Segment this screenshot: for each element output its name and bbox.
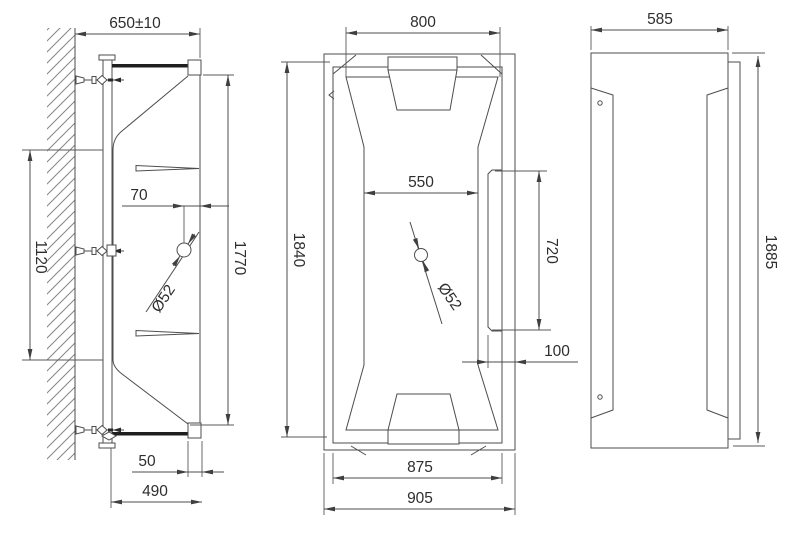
wall-screw-top: [76, 76, 124, 85]
ledge-edge-upper: [136, 166, 199, 172]
dim-front-overall-length-label: 1885: [761, 234, 779, 270]
dim-plan-drain-diameter-label: Ø52: [433, 279, 465, 314]
wall-hatch: [47, 28, 75, 460]
dimension-plan-rim-length: [281, 62, 330, 437]
dimension-plan-rim-width: [333, 453, 502, 484]
dim-plan-overall-width-label: 905: [407, 490, 433, 507]
dimension-side-inner-length: [190, 75, 248, 425]
dim-side-drain-offset-label: 70: [130, 187, 148, 204]
side-view: [22, 15, 248, 508]
fixing-hole-top: [598, 101, 602, 105]
dim-plan-floor-width-label: 550: [408, 174, 434, 191]
dim-side-overall-width-label: 650±10: [109, 15, 161, 32]
dim-side-inner-length-label: 1770: [230, 240, 248, 276]
ledge-edge-lower: [136, 331, 199, 337]
apron-top-cap: [99, 55, 115, 60]
dim-plan-ledge-length-label: 720: [542, 238, 560, 264]
drain-hole-plan: [415, 249, 428, 262]
tub-rim-top: [112, 64, 188, 68]
dim-plan-rim-length-label: 1840: [289, 232, 307, 268]
back-panel: [728, 62, 740, 439]
headrest-top-slope: [388, 70, 457, 110]
apron-bottom-cap: [99, 443, 115, 448]
dim-side-base-width-label: 490: [142, 483, 168, 500]
top-bracket: [188, 60, 201, 75]
front-view: [591, 11, 779, 448]
headrest-bottom-pad: [388, 430, 459, 444]
plan-view: [281, 14, 578, 515]
dim-front-width-label: 585: [647, 11, 673, 28]
dimension-side-overall-width: [75, 15, 200, 58]
headrest-bottom-slope: [388, 394, 459, 430]
dim-side-drain-diameter-label: Ø52: [148, 281, 179, 316]
drain-hole-side: [177, 243, 191, 257]
tub-rim-bottom: [112, 432, 188, 436]
headrest-top-pad: [388, 57, 457, 70]
dim-plan-ledge-depth-label: 100: [544, 343, 570, 360]
fixing-hole-bottom: [598, 395, 602, 399]
dimension-side-bracket-width: [132, 441, 224, 477]
dim-plan-rim-width-label: 875: [407, 459, 433, 476]
dim-plan-top-width-label: 800: [410, 14, 436, 31]
dim-side-bracket-width-label: 50: [138, 453, 156, 470]
dim-side-mount-spacing-label: 1120: [31, 240, 49, 274]
dimension-side-drain-offset: [122, 187, 229, 243]
dimension-front-width: [591, 11, 728, 50]
middle-clamp: [107, 245, 116, 256]
wall-screw-middle: [76, 245, 124, 256]
